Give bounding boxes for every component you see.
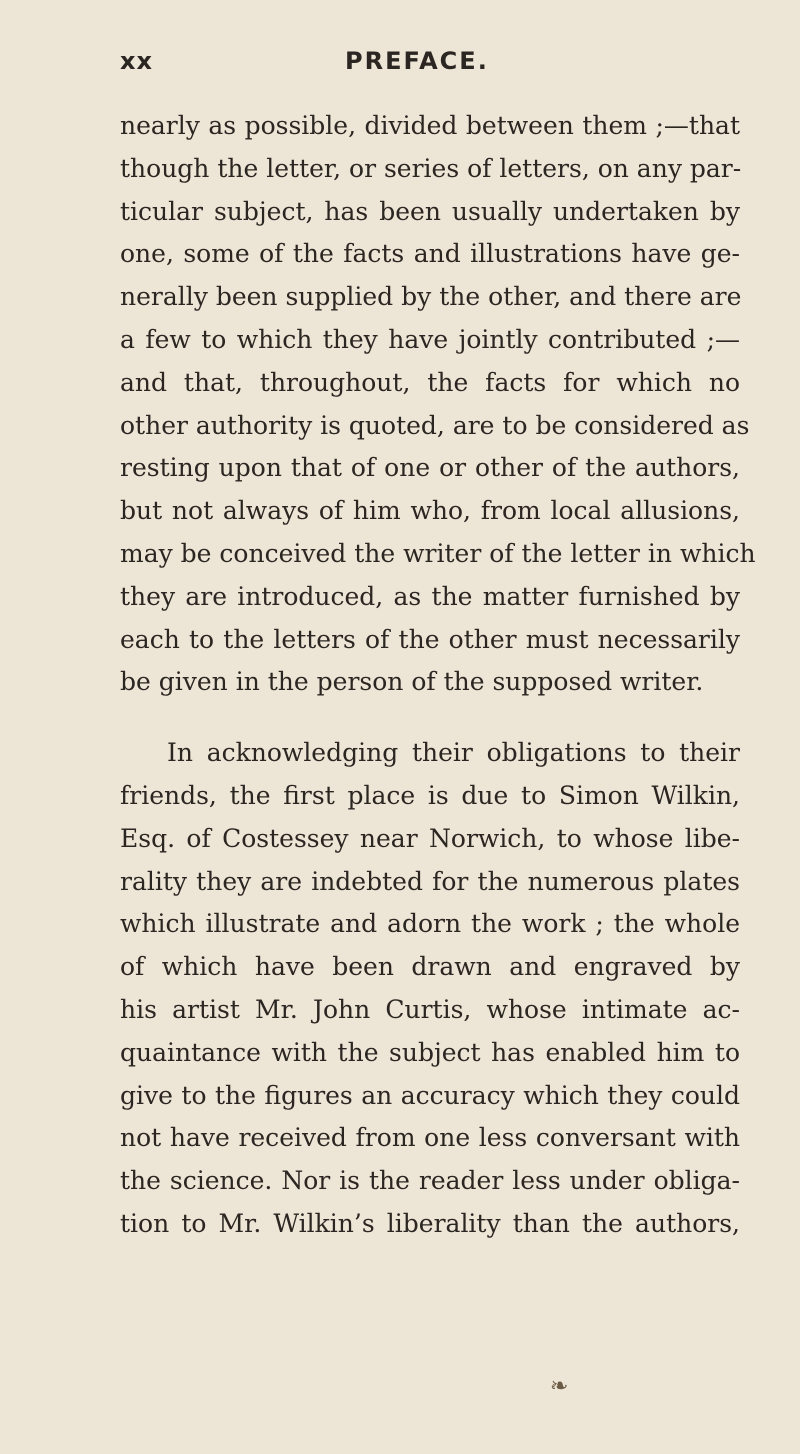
text-line: the science. Nor is the reader less under obliga- — [120, 1166, 740, 1196]
text-line: quaintance with the subject has enabled him to — [120, 1037, 740, 1067]
text-line: a few to which they have jointly contributed ;— — [120, 324, 740, 354]
running-head: PREFACE. — [345, 47, 489, 75]
text-line: and that, throughout, the facts for which no — [120, 367, 740, 397]
text-line: but not always of him who, from local allusions, — [120, 496, 740, 526]
text-line: which illustrate and adorn the work ; the whole — [120, 909, 740, 939]
paragraph-gap — [120, 704, 740, 732]
text-line: nerally been supplied by the other, and there are — [120, 282, 742, 312]
text-line: though the letter, or series of letters, on any par- — [120, 153, 742, 183]
page-number: xx — [120, 47, 153, 75]
printer-mark-icon: ❧ — [550, 1374, 569, 1399]
text-line: of which have been drawn and engraved by — [120, 952, 740, 982]
text-line: friends, the first place is due to Simon Wilkin, — [120, 780, 740, 810]
paragraph-1 — [120, 105, 756, 704]
text-line: give to the figures an accuracy which they could — [120, 1080, 740, 1110]
text-line: may be conceived the writer of the letter in which — [120, 538, 756, 568]
text-line: resting upon that of one or other of the authors, — [120, 453, 740, 483]
text-line: his artist Mr. John Curtis, whose intimate ac- — [120, 994, 740, 1024]
text-line: they are introduced, as the matter furnished by — [120, 581, 740, 611]
page-header — [120, 47, 740, 87]
paragraph-2 — [120, 732, 740, 1246]
text-line: not have received from one less conversant with — [120, 1123, 740, 1153]
text-line: other authority is quoted, are to be considered as — [120, 410, 750, 440]
text-line: Esq. of Costessey near Norwich, to whose libe- — [120, 823, 740, 853]
body-text — [120, 105, 756, 1246]
text-line: nearly as possible, divided between them ;—that — [120, 111, 740, 140]
text-line: each to the letters of the other must necessarily — [120, 624, 740, 654]
text-line: one, some of the facts and illustrations have ge- — [120, 239, 740, 269]
text-line: tion to Mr. Wilkin’s liberality than the authors, — [120, 1208, 740, 1238]
text-line: In acknowledging their obligations to their — [167, 738, 740, 768]
text-line: rality they are indebted for the numerous plates — [120, 866, 740, 896]
text-line: be given in the person of the supposed writer. — [120, 667, 704, 697]
text-line: ticular subject, has been usually undertaken by — [120, 196, 740, 226]
